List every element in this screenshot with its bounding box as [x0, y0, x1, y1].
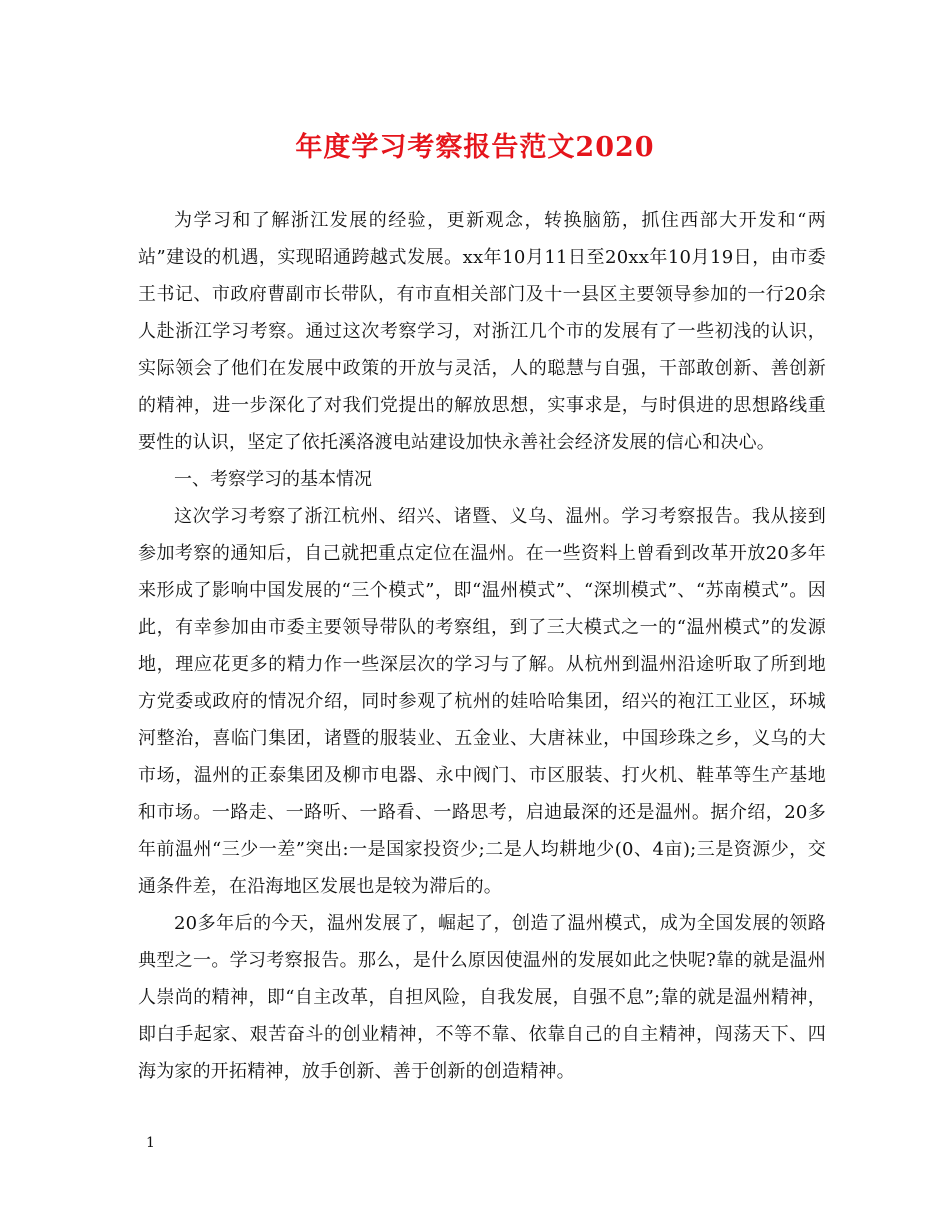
document-title: 年度学习考察报告范文2020 — [295, 132, 655, 163]
page-number: 1 — [146, 1135, 155, 1151]
body-paragraph: 这次学习考察了浙江杭州、绍兴、诸暨、义乌、温州。学习考察报告。我从接到参加考察的通知后，自己就把重点定位在温州。在一些资料上曾看到改革开放20多年来形成了影响中国发展的“三个模式”，即“温州模式”、“深圳模式”、“苏南模式”。因此，有幸参加由市委主要领导带队的考察组，到了三大模式之一的“温州模式”的发源地，理应花更多的精力作一些深层次的学习与了解。从杭州到温州沿途听取了所到地方党委或政府的情况介绍，同时参观了杭州的娃哈哈集团，绍兴的袍江工业区，环城河整治，喜临门集团，诸暨的服装业、五金业、大唐袜业，中国珍珠之乡，义乌的大市场，温州的正泰集团及柳市电器、永中阀门、市区服装、打火机、鞋革等生产基地和市场。一路走、一路听、一路看、一路思考，启迪最深的还是温州。据介绍，20多年前温州“三少一差”突出:一是国家投资少;二是人均耕地少(0、4亩);三是资源少，交通条件差，在沿海地区发展也是较为滞后的。 — [138, 506, 826, 897]
section-heading: 一、考察学习的基本情况 — [174, 469, 372, 490]
document-body — [138, 202, 826, 1090]
intro-paragraph: 为学习和了解浙江发展的经验，更新观念，转换脑筋，抓住西部大开发和“两站”建设的机遇，实现昭通跨越式发展。xx年10月11日至20xx年10月19日，由市委王书记、市政府曹副市长带队，有市直相关部门及十一县区主要领导参加的一行20余人赴浙江学习考察。通过这次考察学习，对浙江几个市的发展有了一些初浅的认识，实际领会了他们在发展中政策的开放与灵活，人的聪慧与自强，干部敢创新、善创新的精神，进一步深化了对我们党提出的解放思想，实事求是，与时俱进的思想路线重要性的认识，坚定了依托溪洛渡电站建设加快永善社会经济发展的信心和决心。 — [138, 210, 826, 453]
body-paragraph: 20多年后的今天，温州发展了，崛起了，创造了温州模式，成为全国发展的领路典型之一。学习考察报告。那么，是什么原因使温州的发展如此之快呢?靠的就是温州人崇尚的精神，即“自主改革，自担风险，自我发展，自强不息”;靠的就是温州精神，即白手起家、艰苦奋斗的创业精神，不等不靠、依靠自己的自主精神，闯荡天下、四海为家的开拓精神，放手创新、善于创新的创造精神。 — [138, 913, 826, 1082]
